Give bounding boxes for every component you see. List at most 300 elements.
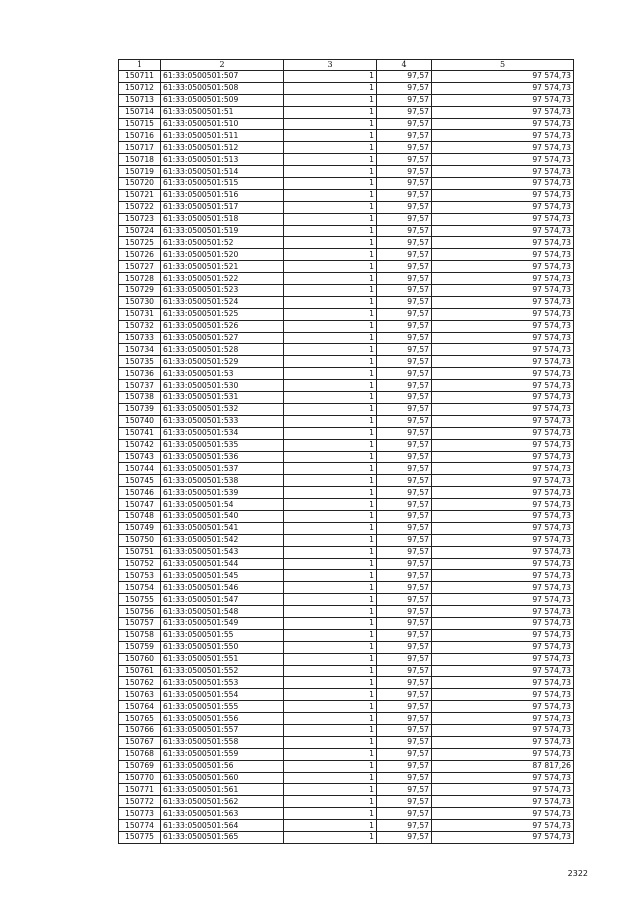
total-value-cell: 97 574,73 (432, 701, 574, 713)
cadastral-number-cell: 61:33:0500501:53 (161, 368, 284, 380)
table-row (119, 237, 574, 249)
table-row (119, 213, 574, 225)
total-value-cell: 97 574,73 (432, 71, 574, 83)
total-value-cell: 97 574,73 (432, 832, 574, 844)
row-number-cell: 150758 (119, 629, 161, 641)
quantity-cell: 1 (284, 546, 377, 558)
table-row (119, 451, 574, 463)
row-number-cell: 150724 (119, 225, 161, 237)
row-number-cell: 150761 (119, 665, 161, 677)
cadastral-number-cell: 61:33:0500501:521 (161, 261, 284, 273)
table-row (119, 82, 574, 94)
table-row (119, 403, 574, 415)
total-value-cell: 97 574,73 (432, 82, 574, 94)
unit-value-cell: 97,57 (377, 344, 432, 356)
table-row (119, 713, 574, 725)
row-number-cell: 150723 (119, 213, 161, 225)
table-row (119, 617, 574, 629)
cadastral-number-cell: 61:33:0500501:522 (161, 273, 284, 285)
row-number-cell: 150756 (119, 606, 161, 618)
total-value-cell: 97 574,73 (432, 237, 574, 249)
row-number-cell: 150733 (119, 332, 161, 344)
total-value-cell: 97 574,73 (432, 499, 574, 511)
quantity-cell: 1 (284, 332, 377, 344)
row-number-cell: 150741 (119, 427, 161, 439)
total-value-cell: 97 574,73 (432, 820, 574, 832)
quantity-cell: 1 (284, 713, 377, 725)
total-value-cell: 97 574,73 (432, 213, 574, 225)
unit-value-cell: 97,57 (377, 499, 432, 511)
quantity-cell: 1 (284, 427, 377, 439)
total-value-cell: 97 574,73 (432, 689, 574, 701)
unit-value-cell: 97,57 (377, 403, 432, 415)
quantity-cell: 1 (284, 439, 377, 451)
row-number-cell: 150770 (119, 772, 161, 784)
table-row (119, 249, 574, 261)
unit-value-cell: 97,57 (377, 629, 432, 641)
cadastral-number-cell: 61:33:0500501:562 (161, 796, 284, 808)
row-number-cell: 150750 (119, 534, 161, 546)
cadastral-number-cell: 61:33:0500501:524 (161, 296, 284, 308)
unit-value-cell: 97,57 (377, 261, 432, 273)
total-value-cell: 97 574,73 (432, 154, 574, 166)
total-value-cell: 97 574,73 (432, 772, 574, 784)
row-number-cell: 150734 (119, 344, 161, 356)
total-value-cell: 97 574,73 (432, 606, 574, 618)
total-value-cell: 97 574,73 (432, 178, 574, 190)
table-row (119, 178, 574, 190)
quantity-cell: 1 (284, 665, 377, 677)
quantity-cell: 1 (284, 213, 377, 225)
cadastral-number-cell: 61:33:0500501:537 (161, 463, 284, 475)
quantity-cell: 1 (284, 689, 377, 701)
row-number-cell: 150773 (119, 808, 161, 820)
table-row (119, 653, 574, 665)
unit-value-cell: 97,57 (377, 118, 432, 130)
cadastral-number-cell: 61:33:0500501:548 (161, 606, 284, 618)
cadastral-number-cell: 61:33:0500501:534 (161, 427, 284, 439)
unit-value-cell: 97,57 (377, 427, 432, 439)
total-value-cell: 87 817,26 (432, 760, 574, 772)
table-row (119, 748, 574, 760)
cadastral-number-cell: 61:33:0500501:553 (161, 677, 284, 689)
total-value-cell: 97 574,73 (432, 415, 574, 427)
unit-value-cell: 97,57 (377, 546, 432, 558)
cadastral-number-cell: 61:33:0500501:529 (161, 356, 284, 368)
table-row (119, 380, 574, 392)
total-value-cell: 97 574,73 (432, 451, 574, 463)
unit-value-cell: 97,57 (377, 451, 432, 463)
cadastral-number-cell: 61:33:0500501:528 (161, 344, 284, 356)
cadastral-number-cell: 61:33:0500501:515 (161, 178, 284, 190)
cadastral-number-cell: 61:33:0500501:52 (161, 237, 284, 249)
quantity-cell: 1 (284, 320, 377, 332)
unit-value-cell: 97,57 (377, 570, 432, 582)
table-row (119, 415, 574, 427)
total-value-cell: 97 574,73 (432, 736, 574, 748)
cadastral-number-cell: 61:33:0500501:513 (161, 154, 284, 166)
unit-value-cell: 97,57 (377, 392, 432, 404)
row-number-cell: 150727 (119, 261, 161, 273)
quantity-cell: 1 (284, 106, 377, 118)
total-value-cell: 97 574,73 (432, 130, 574, 142)
total-value-cell: 97 574,73 (432, 796, 574, 808)
table-row (119, 225, 574, 237)
unit-value-cell: 97,57 (377, 308, 432, 320)
row-number-cell: 150728 (119, 273, 161, 285)
total-value-cell: 97 574,73 (432, 748, 574, 760)
unit-value-cell: 97,57 (377, 653, 432, 665)
row-number-cell: 150736 (119, 368, 161, 380)
quantity-cell: 1 (284, 475, 377, 487)
quantity-cell: 1 (284, 606, 377, 618)
cadastral-number-cell: 61:33:0500501:557 (161, 724, 284, 736)
column-number-4: 4 (377, 60, 432, 71)
unit-value-cell: 97,57 (377, 665, 432, 677)
unit-value-cell: 97,57 (377, 748, 432, 760)
cadastral-number-cell: 61:33:0500501:555 (161, 701, 284, 713)
quantity-cell: 1 (284, 415, 377, 427)
table-row (119, 118, 574, 130)
table-row (119, 641, 574, 653)
cadastral-number-cell: 61:33:0500501:558 (161, 736, 284, 748)
table-row (119, 71, 574, 83)
unit-value-cell: 97,57 (377, 142, 432, 154)
row-number-cell: 150716 (119, 130, 161, 142)
table-row (119, 320, 574, 332)
row-number-cell: 150762 (119, 677, 161, 689)
unit-value-cell: 97,57 (377, 701, 432, 713)
cadastral-number-cell: 61:33:0500501:559 (161, 748, 284, 760)
row-number-cell: 150725 (119, 237, 161, 249)
total-value-cell: 97 574,73 (432, 724, 574, 736)
total-value-cell: 97 574,73 (432, 570, 574, 582)
cadastral-number-cell: 61:33:0500501:539 (161, 487, 284, 499)
registry-table (118, 59, 574, 844)
total-value-cell: 97 574,73 (432, 261, 574, 273)
unit-value-cell: 97,57 (377, 439, 432, 451)
table-row (119, 760, 574, 772)
total-value-cell: 97 574,73 (432, 380, 574, 392)
unit-value-cell: 97,57 (377, 510, 432, 522)
page-number: 2322 (567, 869, 588, 878)
quantity-cell: 1 (284, 189, 377, 201)
cadastral-number-cell: 61:33:0500501:509 (161, 94, 284, 106)
table-row (119, 629, 574, 641)
row-number-cell: 150740 (119, 415, 161, 427)
unit-value-cell: 97,57 (377, 166, 432, 178)
total-value-cell: 97 574,73 (432, 273, 574, 285)
row-number-cell: 150774 (119, 820, 161, 832)
row-number-cell: 150772 (119, 796, 161, 808)
total-value-cell: 97 574,73 (432, 285, 574, 297)
unit-value-cell: 97,57 (377, 832, 432, 844)
cadastral-number-cell: 61:33:0500501:549 (161, 617, 284, 629)
total-value-cell: 97 574,73 (432, 249, 574, 261)
unit-value-cell: 97,57 (377, 820, 432, 832)
unit-value-cell: 97,57 (377, 368, 432, 380)
unit-value-cell: 97,57 (377, 606, 432, 618)
row-number-cell: 150737 (119, 380, 161, 392)
row-number-cell: 150768 (119, 748, 161, 760)
cadastral-number-cell: 61:33:0500501:561 (161, 784, 284, 796)
total-value-cell: 97 574,73 (432, 296, 574, 308)
total-value-cell: 97 574,73 (432, 368, 574, 380)
total-value-cell: 97 574,73 (432, 784, 574, 796)
row-number-cell: 150754 (119, 582, 161, 594)
quantity-cell: 1 (284, 832, 377, 844)
quantity-cell: 1 (284, 368, 377, 380)
cadastral-number-cell: 61:33:0500501:507 (161, 71, 284, 83)
total-value-cell: 97 574,73 (432, 629, 574, 641)
table-row (119, 296, 574, 308)
table-row (119, 94, 574, 106)
row-number-cell: 150775 (119, 832, 161, 844)
quantity-cell: 1 (284, 94, 377, 106)
quantity-cell: 1 (284, 344, 377, 356)
unit-value-cell: 97,57 (377, 617, 432, 629)
table-row (119, 439, 574, 451)
cadastral-number-cell: 61:33:0500501:543 (161, 546, 284, 558)
row-number-cell: 150713 (119, 94, 161, 106)
table-row (119, 487, 574, 499)
quantity-cell: 1 (284, 403, 377, 415)
table-row (119, 166, 574, 178)
row-number-cell: 150753 (119, 570, 161, 582)
cadastral-number-cell: 61:33:0500501:525 (161, 308, 284, 320)
table-row (119, 784, 574, 796)
unit-value-cell: 97,57 (377, 713, 432, 725)
cadastral-number-cell: 61:33:0500501:541 (161, 522, 284, 534)
row-number-cell: 150755 (119, 594, 161, 606)
total-value-cell: 97 574,73 (432, 106, 574, 118)
cadastral-number-cell: 61:33:0500501:547 (161, 594, 284, 606)
row-number-cell: 150729 (119, 285, 161, 297)
unit-value-cell: 97,57 (377, 796, 432, 808)
row-number-cell: 150718 (119, 154, 161, 166)
total-value-cell: 97 574,73 (432, 427, 574, 439)
quantity-cell: 1 (284, 356, 377, 368)
quantity-cell: 1 (284, 130, 377, 142)
quantity-cell: 1 (284, 617, 377, 629)
quantity-cell: 1 (284, 760, 377, 772)
cadastral-number-cell: 61:33:0500501:514 (161, 166, 284, 178)
unit-value-cell: 97,57 (377, 772, 432, 784)
table-row (119, 332, 574, 344)
quantity-cell: 1 (284, 71, 377, 83)
cadastral-number-cell: 61:33:0500501:511 (161, 130, 284, 142)
cadastral-number-cell: 61:33:0500501:519 (161, 225, 284, 237)
cadastral-number-cell: 61:33:0500501:531 (161, 392, 284, 404)
row-number-cell: 150721 (119, 189, 161, 201)
quantity-cell: 1 (284, 641, 377, 653)
total-value-cell: 97 574,73 (432, 546, 574, 558)
quantity-cell: 1 (284, 487, 377, 499)
table-row (119, 154, 574, 166)
cadastral-number-cell: 61:33:0500501:554 (161, 689, 284, 701)
row-number-cell: 150759 (119, 641, 161, 653)
total-value-cell: 97 574,73 (432, 225, 574, 237)
cadastral-number-cell: 61:33:0500501:552 (161, 665, 284, 677)
cadastral-number-cell: 61:33:0500501:564 (161, 820, 284, 832)
table-row (119, 273, 574, 285)
row-number-cell: 150752 (119, 558, 161, 570)
unit-value-cell: 97,57 (377, 641, 432, 653)
quantity-cell: 1 (284, 724, 377, 736)
unit-value-cell: 97,57 (377, 724, 432, 736)
row-number-cell: 150763 (119, 689, 161, 701)
total-value-cell: 97 574,73 (432, 665, 574, 677)
cadastral-number-cell: 61:33:0500501:517 (161, 201, 284, 213)
row-number-cell: 150751 (119, 546, 161, 558)
unit-value-cell: 97,57 (377, 736, 432, 748)
row-number-cell: 150711 (119, 71, 161, 83)
quantity-cell: 1 (284, 499, 377, 511)
total-value-cell: 97 574,73 (432, 403, 574, 415)
row-number-cell: 150730 (119, 296, 161, 308)
table-row (119, 308, 574, 320)
row-number-cell: 150743 (119, 451, 161, 463)
total-value-cell: 97 574,73 (432, 189, 574, 201)
table-row (119, 261, 574, 273)
row-number-cell: 150738 (119, 392, 161, 404)
table-row (119, 463, 574, 475)
table-row (119, 392, 574, 404)
quantity-cell: 1 (284, 808, 377, 820)
total-value-cell: 97 574,73 (432, 356, 574, 368)
cadastral-number-cell: 61:33:0500501:545 (161, 570, 284, 582)
table-row (119, 368, 574, 380)
total-value-cell: 97 574,73 (432, 617, 574, 629)
cadastral-number-cell: 61:33:0500501:516 (161, 189, 284, 201)
cadastral-number-cell: 61:33:0500501:512 (161, 142, 284, 154)
unit-value-cell: 97,57 (377, 225, 432, 237)
total-value-cell: 97 574,73 (432, 463, 574, 475)
table-row (119, 582, 574, 594)
table-row (119, 285, 574, 297)
total-value-cell: 97 574,73 (432, 166, 574, 178)
row-number-cell: 150745 (119, 475, 161, 487)
cadastral-number-cell: 61:33:0500501:518 (161, 213, 284, 225)
total-value-cell: 97 574,73 (432, 392, 574, 404)
total-value-cell: 97 574,73 (432, 582, 574, 594)
cadastral-number-cell: 61:33:0500501:530 (161, 380, 284, 392)
total-value-cell: 97 574,73 (432, 510, 574, 522)
unit-value-cell: 97,57 (377, 130, 432, 142)
table-row (119, 558, 574, 570)
quantity-cell: 1 (284, 522, 377, 534)
quantity-cell: 1 (284, 451, 377, 463)
table-row (119, 344, 574, 356)
row-number-cell: 150760 (119, 653, 161, 665)
total-value-cell: 97 574,73 (432, 308, 574, 320)
quantity-cell: 1 (284, 82, 377, 94)
unit-value-cell: 97,57 (377, 380, 432, 392)
unit-value-cell: 97,57 (377, 249, 432, 261)
unit-value-cell: 97,57 (377, 320, 432, 332)
row-number-cell: 150722 (119, 201, 161, 213)
row-number-cell: 150720 (119, 178, 161, 190)
total-value-cell: 97 574,73 (432, 344, 574, 356)
quantity-cell: 1 (284, 285, 377, 297)
table-row (119, 189, 574, 201)
cadastral-number-cell: 61:33:0500501:510 (161, 118, 284, 130)
quantity-cell: 1 (284, 154, 377, 166)
quantity-cell: 1 (284, 249, 377, 261)
row-number-cell: 150732 (119, 320, 161, 332)
unit-value-cell: 97,57 (377, 487, 432, 499)
total-value-cell: 97 574,73 (432, 713, 574, 725)
table-row (119, 522, 574, 534)
cadastral-number-cell: 61:33:0500501:54 (161, 499, 284, 511)
row-number-cell: 150767 (119, 736, 161, 748)
table-row (119, 796, 574, 808)
unit-value-cell: 97,57 (377, 273, 432, 285)
cadastral-number-cell: 61:33:0500501:520 (161, 249, 284, 261)
table-row (119, 606, 574, 618)
total-value-cell: 97 574,73 (432, 653, 574, 665)
total-value-cell: 97 574,73 (432, 641, 574, 653)
cadastral-number-cell: 61:33:0500501:550 (161, 641, 284, 653)
column-number-header-row (119, 60, 574, 71)
cadastral-number-cell: 61:33:0500501:55 (161, 629, 284, 641)
cadastral-number-cell: 61:33:0500501:540 (161, 510, 284, 522)
quantity-cell: 1 (284, 570, 377, 582)
total-value-cell: 97 574,73 (432, 332, 574, 344)
cadastral-number-cell: 61:33:0500501:560 (161, 772, 284, 784)
unit-value-cell: 97,57 (377, 332, 432, 344)
unit-value-cell: 97,57 (377, 534, 432, 546)
row-number-cell: 150771 (119, 784, 161, 796)
unit-value-cell: 97,57 (377, 201, 432, 213)
unit-value-cell: 97,57 (377, 558, 432, 570)
table-row (119, 677, 574, 689)
total-value-cell: 97 574,73 (432, 439, 574, 451)
row-number-cell: 150739 (119, 403, 161, 415)
table-row (119, 510, 574, 522)
unit-value-cell: 97,57 (377, 677, 432, 689)
row-number-cell: 150765 (119, 713, 161, 725)
cadastral-number-cell: 61:33:0500501:542 (161, 534, 284, 546)
row-number-cell: 150731 (119, 308, 161, 320)
table-row (119, 142, 574, 154)
total-value-cell: 97 574,73 (432, 142, 574, 154)
total-value-cell: 97 574,73 (432, 677, 574, 689)
row-number-cell: 150719 (119, 166, 161, 178)
unit-value-cell: 97,57 (377, 285, 432, 297)
table-row (119, 689, 574, 701)
quantity-cell: 1 (284, 820, 377, 832)
unit-value-cell: 97,57 (377, 213, 432, 225)
row-number-cell: 150717 (119, 142, 161, 154)
table-row (119, 499, 574, 511)
unit-value-cell: 97,57 (377, 760, 432, 772)
unit-value-cell: 97,57 (377, 475, 432, 487)
quantity-cell: 1 (284, 201, 377, 213)
unit-value-cell: 97,57 (377, 94, 432, 106)
quantity-cell: 1 (284, 261, 377, 273)
unit-value-cell: 97,57 (377, 582, 432, 594)
table-row (119, 356, 574, 368)
total-value-cell: 97 574,73 (432, 475, 574, 487)
quantity-cell: 1 (284, 677, 377, 689)
row-number-cell: 150742 (119, 439, 161, 451)
quantity-cell: 1 (284, 772, 377, 784)
quantity-cell: 1 (284, 653, 377, 665)
cadastral-number-cell: 61:33:0500501:536 (161, 451, 284, 463)
quantity-cell: 1 (284, 178, 377, 190)
column-number-3: 3 (284, 60, 377, 71)
